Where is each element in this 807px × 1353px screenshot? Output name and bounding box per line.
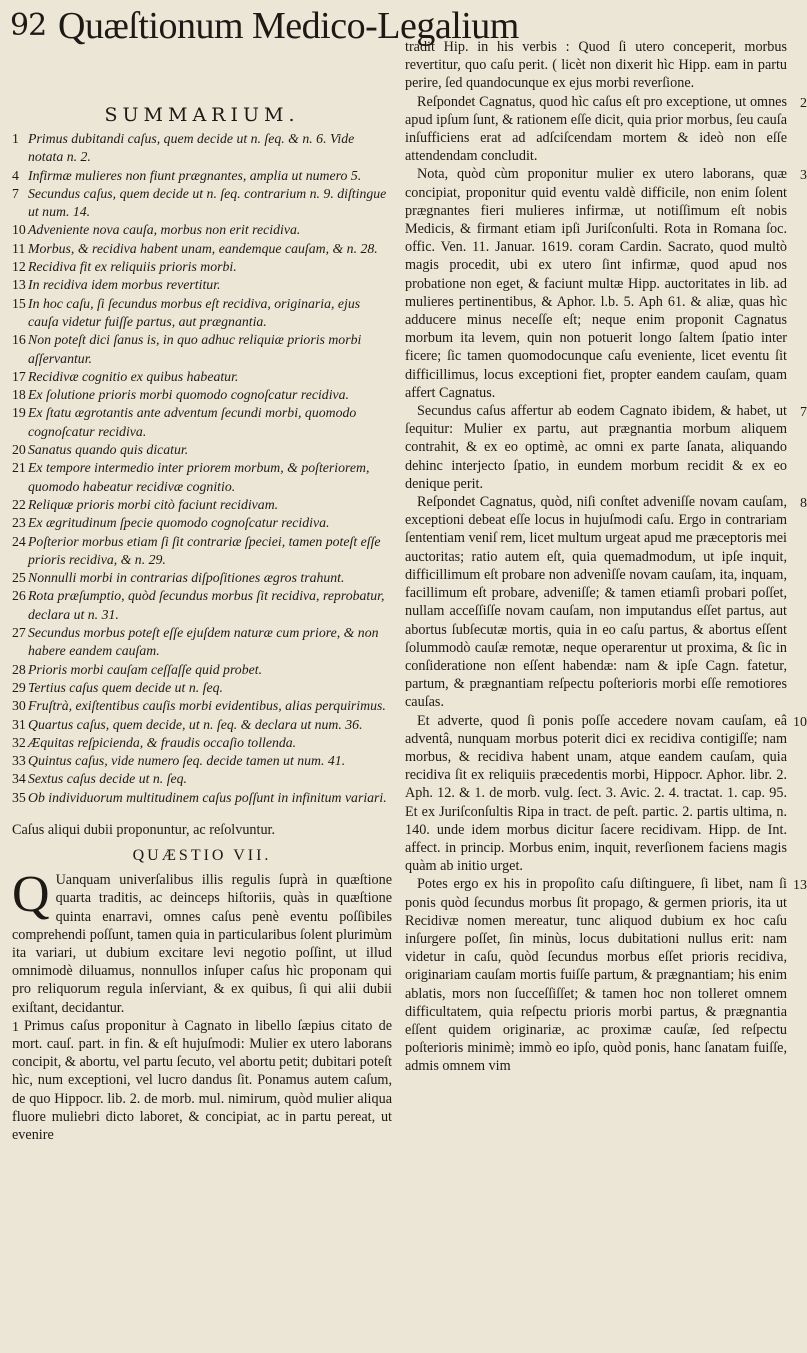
summary-item bbox=[12, 770, 392, 788]
running-title: Quæſtionum Medico-Legalium bbox=[58, 5, 519, 47]
summary-item-text: Ex ægritudinum ſpecie quomodo cognoſcatur recidiva. bbox=[28, 515, 330, 531]
margin-number: 1 bbox=[12, 1019, 19, 1035]
summary-item bbox=[12, 404, 392, 441]
summary-item bbox=[12, 167, 392, 185]
summary-item bbox=[12, 514, 392, 532]
summary-item bbox=[12, 240, 392, 258]
summary-item-text: Morbus, & recidiva habent unam, eandemque cauſam, & n. 28. bbox=[28, 240, 378, 256]
summary-item-number: 24 bbox=[12, 533, 26, 549]
first-case-paragraph bbox=[12, 1017, 392, 1144]
summary-item-text: Recidiva fit ex reliquiis prioris morbi. bbox=[28, 259, 237, 275]
opening-text: Uanquam univerſalibus illis regulis ſuprà in quæſtione quarta traditis, ac deinceps hiſtoriis, quàs in quæſtione quinta enarravi, omnes caſus penè eventu poſſibiles comprehendi poſſunt, tamen quia in particularibus ſolent plurimùm ita variari, ut dubium excitare levi negotio poſſint, ut illud omnimodè diluamus, nonnullos inſuper caſus hìc proponam qui pro reliquorum regula inſerviant, & ex quibus, ſi qui alii dubii exiſtant, decidantur. bbox=[12, 872, 392, 1016]
summary-item-text: Infirmæ mulieres non fiunt prægnantes, amplia ut numero 5. bbox=[28, 167, 362, 183]
summary-item-number: 7 bbox=[12, 185, 19, 201]
margin-number: 7 bbox=[800, 405, 807, 421]
summary-item bbox=[12, 533, 392, 570]
summary-item-text: Sanatus quando quis dicatur. bbox=[28, 442, 189, 458]
question-opening-paragraph bbox=[12, 866, 392, 1017]
page-number: 92 bbox=[10, 8, 47, 43]
margin-number: 2 bbox=[800, 95, 807, 111]
summary-item-number: 25 bbox=[12, 570, 26, 586]
summary-item-text: Ex ſolutione prioris morbi quomodo cognoſcatur recidiva. bbox=[28, 387, 349, 403]
summary-item-number: 29 bbox=[12, 679, 26, 695]
summary-item-text: Recidivæ cognitio ex quibus habeatur. bbox=[28, 368, 239, 384]
summary-item-number: 1 bbox=[12, 131, 19, 146]
summary-item-text: Primus dubitandi caſus, quem decide ut n. ſeq. & n. 6. Vide notata n. 2. bbox=[28, 131, 355, 165]
paragraph-text: Reſpondet Cagnatus, quòd, niſi conſtet adveniſſe novam cauſam, exceptioni debeat eſſe locus in hujuſmodi caſu. Ergo in contrariam ſententiam veniſ rem, licet multum urgeat apud me præceptoris mei auctoritas; ratio autem eſt, quia quemadmodum, ut ipſe inquit, difficillimum eſt probare non advenìſſe novam cauſam, ita, inquam, facillimum eſt probare, adveniſſe; & tamen etiamſi probari poſſet, nullam acceſſiſſe novam cauſam, non imputandus eſſet partus, aut abortus ſubſecutæ mortis, quia in eo caſu partus, & abortus eſſent ſolummodò cauſæ remotæ, neque operarentur ut proxima, & ſic in conſideratione non eſſent habendæ: nam & ipſe Cagn. fatetur, partum, & prægnantiam reſpectu poſterioris morbi eſſe remotiores cauſas. bbox=[405, 494, 787, 711]
summary-item-number: 31 bbox=[12, 716, 26, 732]
summary-item-text: Quartus caſus, quem decide, ut n. ſeq. & declara ut num. 36. bbox=[28, 716, 363, 732]
summary-item-number: 10 bbox=[12, 222, 26, 238]
summary-item bbox=[12, 295, 392, 332]
summary-item bbox=[12, 386, 392, 404]
summary-item-number: 13 bbox=[12, 277, 26, 293]
right-paragraphs bbox=[405, 38, 807, 1076]
summary-item-number: 19 bbox=[12, 405, 26, 421]
summary-item-text: Ex tempore intermedio inter priorem morbum, & poſteriorem, quomodo habeatur recidivæ cognitio. bbox=[28, 460, 370, 494]
body-paragraph bbox=[405, 38, 787, 93]
summary-item-text: Fruſtrà, exiſtentibus cauſis morbi evidentibus, alias perquirimus. bbox=[28, 698, 386, 714]
summary-item-text: Sextus caſus decide ut n. ſeq. bbox=[28, 771, 188, 787]
summary-item bbox=[12, 789, 392, 807]
summary-item-text: In recidiva idem morbus revertitur. bbox=[28, 277, 221, 293]
summary-item-number: 32 bbox=[12, 734, 26, 750]
summary-list bbox=[12, 130, 392, 807]
body-paragraph bbox=[405, 875, 807, 1075]
drop-cap: Q bbox=[12, 866, 50, 924]
intro-text: Caſus aliqui dubii proponuntur, ac reſolvuntur. bbox=[12, 821, 276, 838]
summary-item bbox=[12, 276, 392, 294]
summary-item-number: 35 bbox=[12, 789, 26, 805]
summary-item bbox=[12, 331, 392, 368]
summary-item-text: Adveniente nova cauſa, morbus non erit recidiva. bbox=[28, 222, 301, 238]
summary-item-text: Nonnulli morbi in contrarias diſpoſitiones ægros trahunt. bbox=[28, 570, 345, 586]
summary-item-number: 12 bbox=[12, 259, 26, 275]
body-paragraph bbox=[405, 93, 807, 166]
summary-item-number: 17 bbox=[12, 368, 26, 384]
summary-item bbox=[12, 221, 392, 239]
paragraph-text: Potes ergo ex his in propoſito caſu diſtinguere, ſi libet, nam ſi ponis quòd ſecundus morbus ſit propago, & germen prioris, ita ut Recidivæ nomen mereatur, tunc aliquod dubium ex hoc caſu inſurgere poſſet, ſin minùs, locus dubitationi nullus erit: nam videtur in caſu, quòd ſecundus morbus eſſet prioris recidiva, originariam cauſam mortis fuiſſe partum, & prægnantiam; his enim ablatis, mors non ſucceſſiſſet; & tamen hoc non tolleret omnem difficultatem, quia reſpectu prioris morbi partus, & prægnantia eſſent quidem originariæ, ac proximæ cauſæ, ſed reſpectu poſterioris minimè; immò eo ipſo, quòd ponis, hanc ſanatam fuiſſe, admis omnem vim bbox=[405, 876, 787, 1075]
summary-item-number: 4 bbox=[12, 167, 19, 183]
summary-item bbox=[12, 752, 392, 770]
paragraph-text: Reſpondet Cagnatus, quod hìc caſus eſt pro exceptione, ut omnes apud ipſum ſunt, & rationem eſſe dicit, quia prior morbus, ſeu cauſa inſufficiens erat ad adſciſcendam mortem & ideò non eſſe attendendam concludit. bbox=[405, 93, 787, 165]
summary-item-text: Non poteſt dici ſanus is, in quo adhuc reliquiæ prioris morbi aſſervantur. bbox=[28, 332, 362, 366]
summary-item-number: 30 bbox=[12, 698, 26, 714]
summary-item-number: 28 bbox=[12, 661, 26, 677]
summary-item bbox=[12, 185, 392, 222]
summary-item bbox=[12, 258, 392, 276]
body-paragraph bbox=[405, 165, 807, 402]
summary-item-text: Reliquæ prioris morbi citò faciunt recidivam. bbox=[28, 496, 279, 512]
body-paragraph bbox=[405, 712, 807, 876]
summary-item-number: 33 bbox=[12, 753, 26, 769]
summary-item bbox=[12, 587, 392, 624]
body-paragraph bbox=[405, 493, 807, 711]
summary-item bbox=[12, 569, 392, 587]
body-paragraph bbox=[405, 402, 807, 493]
summary-item-text: Æquitas reſpicienda, & fraudis occaſio tollenda. bbox=[28, 734, 297, 750]
left-column bbox=[12, 104, 392, 1144]
summary-item bbox=[12, 130, 392, 167]
summary-item bbox=[12, 697, 392, 715]
summary-item-number: 15 bbox=[12, 295, 26, 311]
summary-item-number: 18 bbox=[12, 387, 26, 403]
margin-number: 8 bbox=[800, 496, 807, 512]
summary-item-text: In hoc caſu, ſi ſecundus morbus eſt recidiva, originaria, ejus cauſa videtur fuiſſe partus, aut prægnantia. bbox=[28, 295, 361, 329]
summary-item-number: 27 bbox=[12, 625, 26, 641]
summary-item-text: Tertius caſus quem decide ut n. ſeq. bbox=[28, 679, 223, 695]
summary-item-text: Quintus caſus, vide numero ſeq. decide tamen ut num. 41. bbox=[28, 753, 346, 769]
margin-number: 10 bbox=[793, 714, 807, 730]
summary-item-number: 34 bbox=[12, 771, 26, 787]
summary-item bbox=[12, 441, 392, 459]
summary-item bbox=[12, 734, 392, 752]
summary-item bbox=[12, 661, 392, 679]
summary-item-number: 26 bbox=[12, 588, 26, 604]
paragraph-text: Nota, quòd cùm proponitur mulier ex utero laborans, quæ concipiat, proponitur quid eventu valdè difficile, non enim ſolent prægnantes fieri mulieres infirmæ, ut notiſſimum eſt nobis Medicis, & firmant etiam ipſi Juriſconſulti. Rota in Romana ſoc. offic. Ven. 11. Januar. 1619. coram Cardin. Sacrato, quod multò magis procedit, ubi ex utero ſint infirmæ, quod apud nos probatione non eget, & faciunt multæ Hipp. auctoritates in lib. ad mulieres pertinentibus, & Aphor. l.b. 5. Aph 61. & aliæ, quas hìc adducere minus neceſſe eſt; neque enim proponit Cagnatus morbum ita levem, quin non potuerit longo ſaltem ſpatio inter ficere; ſic tamen quomodocunque caſu eveniente, licet eventu ſit difficillimus, locus exceptioni fiet, propter eandem cauſam, quam affert Cagnatus. bbox=[405, 166, 787, 401]
summary-item-text: Prioris morbi cauſam ceſſaſſe quid probet. bbox=[28, 661, 263, 677]
summary-item-text: Secundus morbus poteſt eſſe ejuſdem naturæ cum priore, & non habere eandem cauſam. bbox=[28, 625, 379, 659]
summary-title: SUMMARIUM. bbox=[104, 104, 300, 126]
summary-item bbox=[12, 716, 392, 734]
margin-number: 3 bbox=[800, 168, 807, 184]
paragraph-text: Secundus caſus affertur ab eodem Cagnato ibidem, & habet, ut ſequitur: Mulier ex partu, aut prægnantia morbum aliquem contrahit, & ex eo optimè, ac omni ex parte ſanata, aliquando dehinc interjecto ſpatio, in eundem morbum recidit & ex eo denique perit. bbox=[405, 403, 787, 492]
summary-item-number: 23 bbox=[12, 515, 26, 531]
question-title: QUÆSTIO VII. bbox=[132, 847, 272, 865]
summary-item-number: 21 bbox=[12, 460, 26, 476]
margin-number: 13 bbox=[793, 878, 807, 894]
summary-item-number: 16 bbox=[12, 332, 26, 348]
summary-item bbox=[12, 624, 392, 661]
summary-item bbox=[12, 496, 392, 514]
summary-item bbox=[12, 679, 392, 697]
summary-item-number: 22 bbox=[12, 496, 26, 512]
summary-item-text: Secundus caſus, quem decide ut n. ſeq. contrarium n. 9. diſtingue ut num. 14. bbox=[28, 185, 387, 220]
summary-item bbox=[12, 368, 392, 386]
summary-item-text: Ex ſtatu ægrotantis ante adventum ſecundi morbi, quomodo cognoſcatur recidiva. bbox=[28, 405, 357, 439]
first-case-text: Primus caſus proponitur à Cagnato in libello ſæpius citato de mort. cauſ. part. in fin. & eſt hujuſmodi: Mulier ex utero laborans concipit, & abortu, vel partu ſecuto, vel abortu petit; dubitari poteſt hìc, num exceptioni, vel lucro dandus ſit. Ponamus autem caſum, de quo Hippocr. lib. 2. de morb. mul. nimirum, quòd mulier aliqua fluore muliebri dicto laboret, & concipiat, ac in partu pereat, ut evenire bbox=[12, 1017, 392, 1144]
paragraph-text: tradit Hip. in his verbis : Quod ſi utero conceperit, morbus revertitur, quo caſu perit. ( licèt non dixerit hìc Hipp. eam in partu perire, ſed quandocunque ex ejus morbi reverſione. bbox=[405, 39, 787, 92]
summary-item-text: Rota præſumptio, quòd ſecundus morbus ſit recidiva, reprobatur, declara ut n. 31. bbox=[28, 588, 385, 622]
paragraph-text: Et adverte, quod ſi ponis poſſe accedere novam cauſam, eâ adventâ, nunquam morbus poterit dici ex recidiva contigiſſe; nam morbus, & recidiva habent unam, atque eandem cauſam, quia recidiva ſit ex reliquiis præcedentis morbi, Hippocr. Aphor. libr. 2. Aph. 12. & 1. de morb. vulg. ſect. 3. Avic. 2. 4. tractat. 1. cap. 95. Et ex Juriſconſultis Ripa in tract. de peſt. partic. 2. partis ultima, n. 140. unde idem morbus dicitur ſacere recidivam. Hipp. de Int. affect. in princip. Morbus enim, inquit, reverſionem faciens magis quàm ab initio urget. bbox=[405, 712, 787, 875]
right-column bbox=[405, 38, 807, 1076]
summary-item-text: Ob individuorum multitudinem caſus poſſunt in infinitum variari. bbox=[28, 789, 387, 805]
summary-item-number: 20 bbox=[12, 442, 26, 458]
summary-item-number: 11 bbox=[12, 240, 26, 256]
summary-item bbox=[12, 459, 392, 496]
summary-item-text: Poſterior morbus etiam ſi ſit contrariæ ſpeciei, tamen poteſt eſſe prioris recidiva, & n. 29. bbox=[28, 533, 381, 567]
